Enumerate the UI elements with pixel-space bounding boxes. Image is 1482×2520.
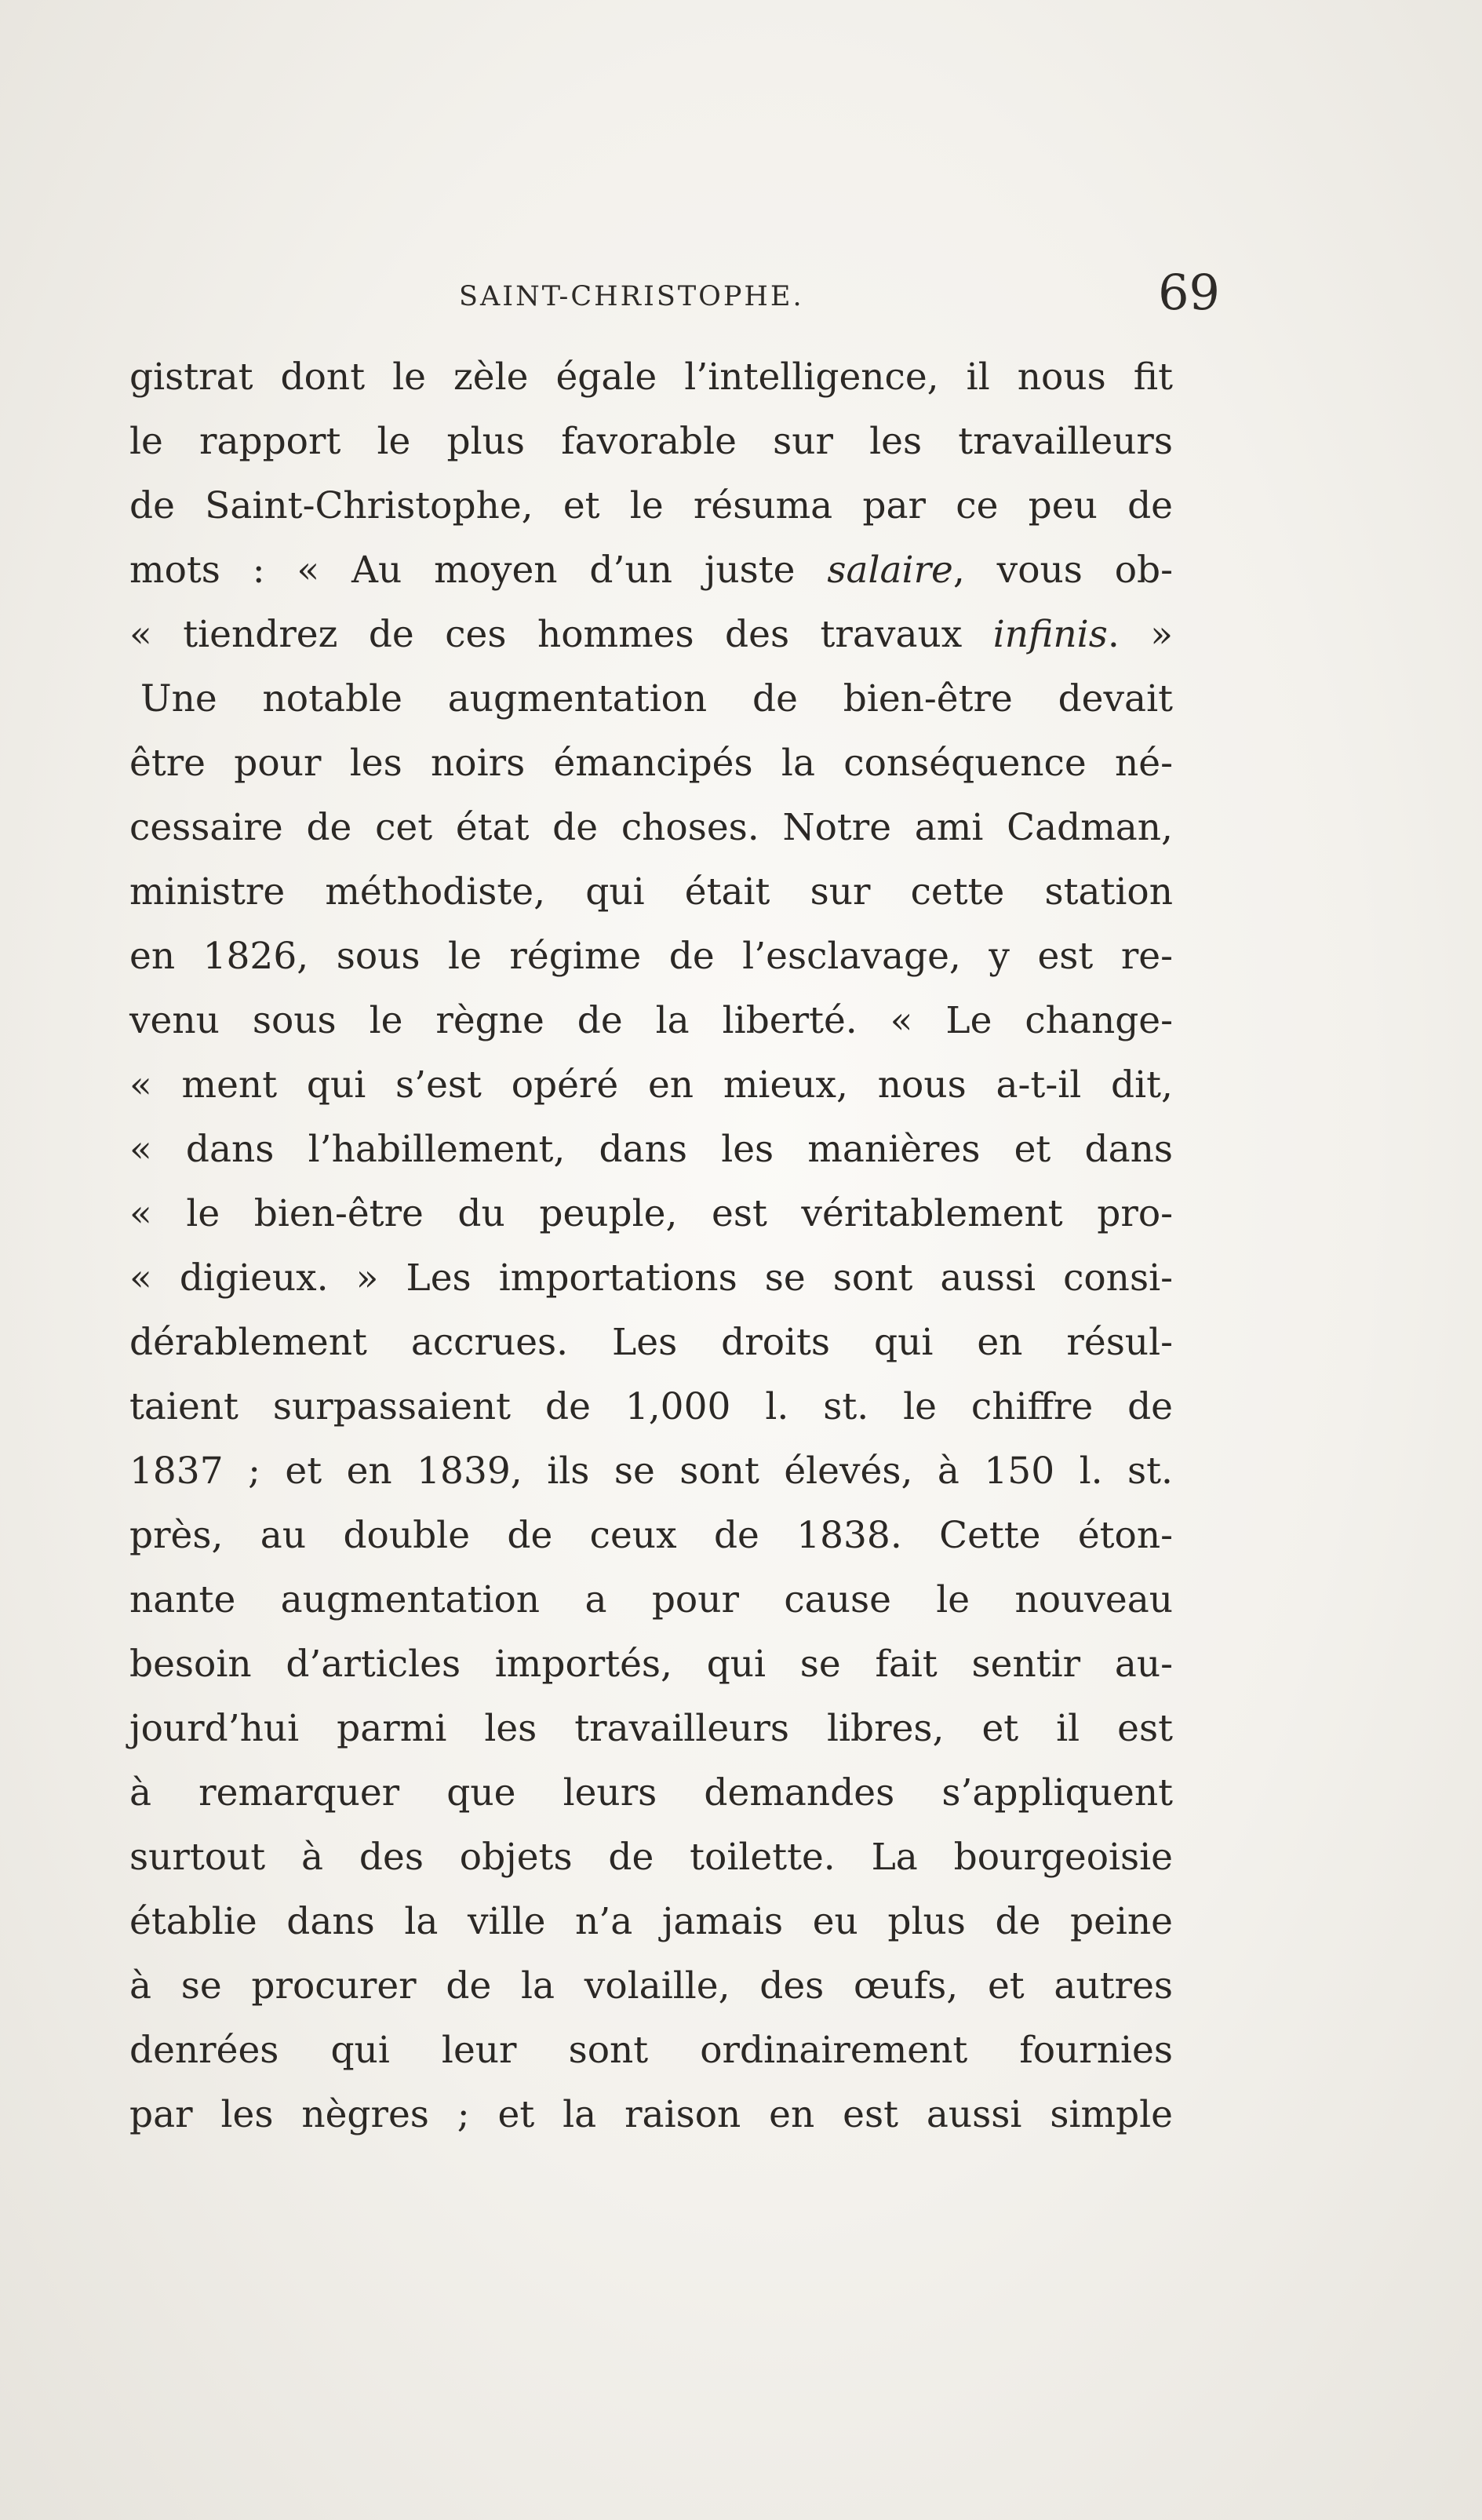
page-header [129,264,1220,342]
running-head: SAINT-CHRISTOPHE. [459,281,804,312]
text-line: jourd’hui parmi les travailleurs libres, et il est [129,1707,1173,1750]
page-number: 69 [1158,264,1220,321]
text-line: en 1826, sous le régime de l’esclavage, y est re- [129,935,1173,978]
text-line: « ment qui s’est opéré en mieux, nous a-t-il dit, [129,1063,1173,1107]
text-line: 1837 ; et en 1839, ils se sont élevés, à 150 l. st. [129,1450,1173,1493]
text-line: « digieux. » Les importations se sont aussi consi- [129,1256,1173,1300]
text-line: denrées qui leur sont ordinairement fournies [129,2029,1173,2072]
text-line: venu sous le règne de la liberté. « Le change- [129,999,1173,1042]
text-line: cessaire de cet état de choses. Notre ami Cadman, [129,806,1173,849]
text-line: ministre méthodiste, qui était sur cette station [129,870,1173,914]
text-line: près, au double de ceux de 1838. Cette éton- [129,1514,1173,1557]
text-line: « le bien-être du peuple, est véritablement pro- [129,1192,1173,1235]
text-line: établie dans la ville n’a jamais eu plus de peine [129,1900,1173,1943]
text-line: le rapport le plus favorable sur les travailleurs [129,420,1173,463]
text-line: Une notable augmentation de bien-être devait [140,677,1173,720]
body-text [129,345,1173,2147]
text-line: par les nègres ; et la raison en est aussi simple [129,2093,1173,2136]
text-line: taient surpassaient de 1,000 l. st. le chiffre de [129,1385,1173,1428]
text-line: dérablement accrues. Les droits qui en résul- [129,1321,1173,1364]
text-line: gistrat dont le zèle égale l’intelligence, il nous fit [129,356,1173,399]
text-line: mots : « Au moyen d’un juste salaire, vous ob- [129,549,1173,592]
text-line: de Saint-Christophe, et le résuma par ce peu de [129,484,1173,527]
text-line: surtout à des objets de toilette. La bourgeoisie [129,1836,1173,1879]
text-line: à remarquer que leurs demandes s’appliquent [129,1771,1173,1814]
text-line: être pour les noirs émancipés la conséquence né- [129,742,1173,785]
text-line: à se procurer de la volaille, des œufs, et autres [129,1964,1173,2008]
text-line: nante augmentation a pour cause le nouveau [129,1578,1173,1621]
text-line: besoin d’articles importés, qui se fait sentir au- [129,1643,1173,1686]
text-line: « dans l’habillement, dans les manières et dans [129,1128,1173,1171]
text-line: « tiendrez de ces hommes des travaux infinis. » [129,613,1173,656]
